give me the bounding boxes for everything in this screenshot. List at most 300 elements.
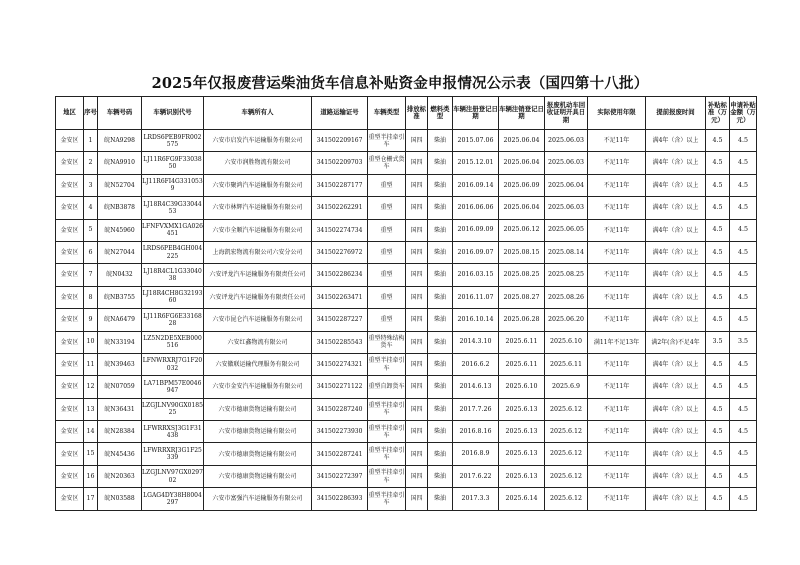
table-cell: LRDS6PEB9FR002575 [142,130,204,152]
column-header: 提前报废时间 [646,97,706,130]
table-cell: 满4年（含）以上 [646,421,706,443]
table-cell: 不足11年 [588,130,646,152]
column-header: 车辆所有人 [204,97,312,130]
table-cell: 国四 [406,465,428,487]
table-cell: 柴油 [428,443,453,465]
table-cell: 不足11年 [588,443,646,465]
table-cell: 341502274734 [312,219,368,241]
table-cell: 2025.6.10 [545,331,588,353]
table-cell: 重型半挂牵引车 [368,465,406,487]
table-cell: 4.5 [706,309,730,331]
table-cell: 柴油 [428,376,453,398]
table-cell: 重型 [368,174,406,196]
table-cell: 不足11年 [588,488,646,510]
table-cell: 341502285543 [312,331,368,353]
table-cell: 皖N07059 [98,376,142,398]
table-cell: 满4年（含）以上 [646,152,706,174]
table-cell: 2025.06.28 [499,309,545,331]
table-cell: 柴油 [428,197,453,219]
table-cell: 4.5 [706,421,730,443]
table-row [56,488,757,510]
table-cell: 2016.10.14 [453,309,499,331]
table-cell: 2016.6.2 [453,353,499,375]
table-cell: 金安区 [56,152,84,174]
column-header: 补贴标准（万元） [706,97,730,130]
table-cell: 柴油 [428,286,453,308]
table-cell: 满4年（含）以上 [646,376,706,398]
table-cell: 17 [84,488,98,510]
table-cell: LJ11R6FG9F3303850 [142,152,204,174]
table-cell: 4.5 [730,219,757,241]
table-row [56,421,757,443]
table-cell: 国四 [406,219,428,241]
table-cell: 5 [84,219,98,241]
table-cell: 金安区 [56,465,84,487]
table-cell: LGAG4DY38H8004297 [142,488,204,510]
table-cell: 皖N45436 [98,443,142,465]
table-cell: 皖N52704 [98,174,142,196]
column-header: 申请补贴金额（万元） [730,97,757,130]
table-cell: 11 [84,353,98,375]
table-row [56,152,757,174]
column-header: 序号 [84,97,98,130]
table-cell: 2016.09.14 [453,174,499,196]
table-cell: 4.5 [730,421,757,443]
table-row [56,465,757,487]
table-cell: 4.5 [730,286,757,308]
table-cell: 2025.08.26 [545,286,588,308]
table-cell: 4.5 [706,465,730,487]
table-cell: 柴油 [428,219,453,241]
table-cell: 341502287227 [312,309,368,331]
table-cell: 六安市德康货物运输有限公司 [204,421,312,443]
table-cell: 六安评龙汽车运输服务有限责任公司 [204,264,312,286]
table-cell: 4.5 [706,219,730,241]
table-cell: 柴油 [428,309,453,331]
table-cell: 不足11年 [588,174,646,196]
table-cell: 皖N36431 [98,398,142,420]
table-cell: 重型自卸货车 [368,376,406,398]
column-header: 车辆号码 [98,97,142,130]
table-cell: 国四 [406,398,428,420]
table-body [56,130,757,511]
table-cell: 2025.6.13 [499,421,545,443]
table-cell: 重型 [368,219,406,241]
table-cell: 341502263471 [312,286,368,308]
table-cell: 2025.06.04 [545,174,588,196]
table-cell: LZ5N2DE5XEB000516 [142,331,204,353]
table-cell: 六安市聚鸿汽车运输服务有限公司 [204,174,312,196]
table-cell: 六安市德康货物运输有限公司 [204,398,312,420]
table-cell: 2015.07.06 [453,130,499,152]
table-cell: 金安区 [56,286,84,308]
table-cell: 2017.3.3 [453,488,499,510]
table-cell: 3 [84,174,98,196]
table-row [56,241,757,263]
table-cell: LFNFVXMX1GA026451 [142,219,204,241]
table-cell: 金安区 [56,353,84,375]
table-row [56,197,757,219]
table-row [56,174,757,196]
table-cell: 重型半挂牵引车 [368,443,406,465]
table-cell: 金安区 [56,241,84,263]
table-cell: 重型半挂牵引车 [368,398,406,420]
table-cell: 2025.6.13 [499,443,545,465]
table-cell: 2025.06.12 [499,219,545,241]
table-cell: 2025.6.11 [499,331,545,353]
column-header: 报废机动车回收证明开具日期 [545,97,588,130]
table-cell: 六安市德康货物运输有限公司 [204,443,312,465]
table-cell: 2025.06.04 [499,130,545,152]
table-cell: 满4年（含）以上 [646,219,706,241]
table-cell: 341502287241 [312,443,368,465]
table-cell: 不足11年 [588,421,646,443]
table-cell: 金安区 [56,219,84,241]
table-cell: 4.5 [706,398,730,420]
column-header: 燃料类型 [428,97,453,130]
table-cell: 1 [84,130,98,152]
table-cell: 2016.03.15 [453,264,499,286]
table-cell: 金安区 [56,331,84,353]
table-cell: 341502209167 [312,130,368,152]
table-cell: LRDS6PEB4GH004225 [142,241,204,263]
table-cell: 4.5 [706,197,730,219]
table-cell: 2016.11.07 [453,286,499,308]
table-cell: 重型 [368,241,406,263]
table-cell: 2025.6.10 [499,376,545,398]
table-cell: 不足11年 [588,309,646,331]
table-cell: 2025.08.25 [545,264,588,286]
table-cell: 金安区 [56,421,84,443]
table-cell: 4.5 [706,130,730,152]
table-row [56,353,757,375]
table-cell: 2025.08.25 [499,264,545,286]
table-cell: 重型仓栅式货车 [368,152,406,174]
column-header: 车辆注销登记日期 [499,97,545,130]
table-cell: 金安区 [56,376,84,398]
table-cell: 柴油 [428,488,453,510]
table-cell: 国四 [406,264,428,286]
table-cell: LA71BPM57E0046947 [142,376,204,398]
table-cell: 六安评龙汽车运输服务有限责任公司 [204,286,312,308]
table-cell: 满4年（含）以上 [646,309,706,331]
subsidy-table [55,96,757,511]
table-cell: 柴油 [428,465,453,487]
table-cell: 满4年（含）以上 [646,398,706,420]
table-cell: 2015.12.01 [453,152,499,174]
table-cell: 13 [84,398,98,420]
table-cell: 2014.6.13 [453,376,499,398]
table-cell: 满4年（含）以上 [646,197,706,219]
table-cell: 国四 [406,130,428,152]
table-cell: 341502274321 [312,353,368,375]
table-cell: 不足11年 [588,376,646,398]
table-cell: 六安红鑫物流有限公司 [204,331,312,353]
table-cell: 满4年（含）以上 [646,130,706,152]
column-header: 排放标准 [406,97,428,130]
table-cell: 2025.6.9 [545,376,588,398]
table-cell: 不足11年 [588,398,646,420]
table-cell: 满11年不足13年 [588,331,646,353]
table-cell: 皖N45960 [98,219,142,241]
table-cell: 国四 [406,152,428,174]
table-cell: 满4年（含）以上 [646,465,706,487]
table-cell: 重型 [368,286,406,308]
table-cell: LFWRRXSJ3G1F31438 [142,421,204,443]
table-cell: 金安区 [56,309,84,331]
table-cell: 2025.6.14 [499,488,545,510]
table-cell: 4.5 [706,488,730,510]
table-cell: 柴油 [428,353,453,375]
column-header: 车辆类型 [368,97,406,130]
table-cell: 重型 [368,309,406,331]
table-row [56,130,757,152]
table-cell: 重型 [368,264,406,286]
table-cell: 4.5 [706,353,730,375]
table-cell: LJ11R6FI4G3310539 [142,174,204,196]
table-cell: 2025.08.27 [499,286,545,308]
table-cell: 重型特殊结构货车 [368,331,406,353]
table-cell: 不足11年 [588,197,646,219]
table-cell: 2025.08.14 [545,241,588,263]
table-cell: 金安区 [56,264,84,286]
column-header: 车辆识别代号 [142,97,204,130]
table-cell: 2025.6.12 [545,465,588,487]
column-header: 道路运输证号 [312,97,368,130]
table-cell: 341502287240 [312,398,368,420]
table-cell: 341502271122 [312,376,368,398]
table-cell: 重型半挂牵引车 [368,353,406,375]
header-row [56,97,757,130]
table-cell: 4.5 [706,152,730,174]
table-cell: 不足11年 [588,264,646,286]
table-cell: 4.5 [730,398,757,420]
table-cell: 341502276972 [312,241,368,263]
table-cell: 六安市富强汽车运输服务有限公司 [204,488,312,510]
table-cell: 2016.09.09 [453,219,499,241]
table-cell: 皖N0432 [98,264,142,286]
table-cell: 4.5 [730,241,757,263]
table-cell: 金安区 [56,197,84,219]
table-row [56,264,757,286]
table-cell: 4.5 [706,174,730,196]
table-cell: 金安区 [56,174,84,196]
table-cell: 六安市德康货物运输有限公司 [204,465,312,487]
table-cell: 14 [84,421,98,443]
table-cell: 不足11年 [588,353,646,375]
table-cell: 4.5 [730,465,757,487]
table-cell: 六安市启发汽车运输服务有限公司 [204,130,312,152]
table-cell: 341502286234 [312,264,368,286]
table-cell: 国四 [406,286,428,308]
table-cell: 不足11年 [588,241,646,263]
table-cell: 皖N27044 [98,241,142,263]
table-cell: 4.5 [706,264,730,286]
table-cell: 不足11年 [588,286,646,308]
table-cell: 柴油 [428,264,453,286]
table-cell: 六安市全顺汽车运输服务有限公司 [204,219,312,241]
table-cell: 2016.09.07 [453,241,499,263]
table-cell: 2016.8.16 [453,421,499,443]
table-cell: 4.5 [706,443,730,465]
table-cell: 2025.6.11 [499,353,545,375]
table-cell: 国四 [406,443,428,465]
table-row [56,309,757,331]
table-cell: 2025.6.11 [545,353,588,375]
table-row [56,331,757,353]
table-cell: 六安市润胜物流有限公司 [204,152,312,174]
table-cell: 2025.6.12 [545,421,588,443]
table-cell: 皖NA6479 [98,309,142,331]
table-cell: 4.5 [706,241,730,263]
table-cell: LZGJLNV97GX029702 [142,465,204,487]
table-cell: LJ18R4CH8G3219360 [142,286,204,308]
table-row [56,443,757,465]
table-cell: 皖N28384 [98,421,142,443]
table-cell: 国四 [406,309,428,331]
table-cell: 2025.6.12 [545,488,588,510]
table-cell: 4.5 [730,130,757,152]
table-cell: 2025.6.12 [545,443,588,465]
table-cell: 3.5 [730,331,757,353]
table-cell: 满4年（含）以上 [646,353,706,375]
table-cell: 不足11年 [588,152,646,174]
table-cell: 重型半挂牵引车 [368,130,406,152]
table-row [56,398,757,420]
table-cell: 6 [84,241,98,263]
table-cell: 皖N33194 [98,331,142,353]
table-cell: 10 [84,331,98,353]
table-cell: 国四 [406,421,428,443]
table-cell: 国四 [406,488,428,510]
page-title: 2025年仅报废营运柴油货车信息补贴资金申报情况公示表（国四第十八批） [151,75,649,92]
table-cell: 341502286393 [312,488,368,510]
column-header: 地区 [56,97,84,130]
table-cell: 柴油 [428,130,453,152]
table-cell: 4.5 [730,443,757,465]
table-cell: 满2年(含)不足4年 [646,331,706,353]
table-cell: 2025.06.03 [545,130,588,152]
table-cell: 国四 [406,331,428,353]
table-row [56,219,757,241]
table-cell: 7 [84,264,98,286]
column-header: 实际使用年限 [588,97,646,130]
table-cell: 2016.06.06 [453,197,499,219]
table-cell: 皖NA9298 [98,130,142,152]
table-cell: 341502272397 [312,465,368,487]
table-cell: 341502262291 [312,197,368,219]
table-cell: 8 [84,286,98,308]
table-cell: 4.5 [706,286,730,308]
table-cell: 金安区 [56,130,84,152]
table-cell: 4.5 [730,376,757,398]
table-cell: 国四 [406,376,428,398]
table-cell: 国四 [406,241,428,263]
table-cell: 4.5 [706,376,730,398]
table-cell: 重型半挂牵引车 [368,421,406,443]
table-cell: 皖NA9910 [98,152,142,174]
table-cell: 341502287177 [312,174,368,196]
table-cell: 341502273930 [312,421,368,443]
table-cell: 2017.6.22 [453,465,499,487]
table-cell: 4.5 [730,488,757,510]
table-cell: 15 [84,443,98,465]
table-cell: 4.5 [730,152,757,174]
table-cell: 2025.06.20 [545,309,588,331]
table-cell: 满4年（含）以上 [646,488,706,510]
table-cell: 满4年（含）以上 [646,241,706,263]
table-cell: 柴油 [428,152,453,174]
table-cell: 4.5 [730,309,757,331]
table-row [56,286,757,308]
table-cell: 六安市昆仑汽车运输服务有限公司 [204,309,312,331]
table-cell: LFWRRXRJ3G1F25339 [142,443,204,465]
table-cell: 4.5 [730,197,757,219]
table-cell: 金安区 [56,488,84,510]
table-cell: 2025.6.13 [499,398,545,420]
table-row [56,376,757,398]
table-cell: 满4年（含）以上 [646,174,706,196]
table-cell: 柴油 [428,241,453,263]
table-cell: 4.5 [730,264,757,286]
table-cell: 柴油 [428,331,453,353]
table-cell: 重型半挂牵引车 [368,488,406,510]
table-cell: 柴油 [428,398,453,420]
table-cell: 皖NB3755 [98,286,142,308]
table-cell: 12 [84,376,98,398]
table-cell: 满4年（含）以上 [646,286,706,308]
table-cell: 4 [84,197,98,219]
table-cell: 皖NB3878 [98,197,142,219]
table-cell: LJ18R4CL1G3304038 [142,264,204,286]
table-cell: 2025.08.15 [499,241,545,263]
table-cell: 重型 [368,197,406,219]
column-header: 车辆注册登记日期 [453,97,499,130]
table-cell: 不足11年 [588,465,646,487]
table-cell: 2025.06.04 [499,152,545,174]
table-cell: LJ11R6FG6E3316828 [142,309,204,331]
table-cell: 2025.06.04 [499,197,545,219]
table-cell: 4.5 [730,353,757,375]
table-cell: 满4年（含）以上 [646,443,706,465]
table-cell: 2025.6.13 [499,465,545,487]
table-cell: 国四 [406,174,428,196]
table-cell: 4.5 [730,174,757,196]
table-cell: 2025.06.03 [545,197,588,219]
table-cell: 满4年（含）以上 [646,264,706,286]
table-cell: 2 [84,152,98,174]
table-cell: LFNWRXRJ7G1F20032 [142,353,204,375]
table-cell: 3.5 [706,331,730,353]
table-cell: 六安徽联运输代理服务有限公司 [204,353,312,375]
table-cell: 341502209703 [312,152,368,174]
table-cell: 金安区 [56,443,84,465]
table-cell: LJ18R4C39G3304453 [142,197,204,219]
table-cell: 国四 [406,197,428,219]
table-cell: 2025.06.09 [499,174,545,196]
table-cell: 不足11年 [588,219,646,241]
table-cell: 2016.8.9 [453,443,499,465]
table-cell: 上海凯宏物流有限公司六安分公司 [204,241,312,263]
table-cell: 金安区 [56,398,84,420]
table-cell: 2014.3.10 [453,331,499,353]
table-cell: 16 [84,465,98,487]
table-cell: 国四 [406,353,428,375]
table-cell: 皖N20363 [98,465,142,487]
table-cell: 六安市林辉汽车运输服务有限公司 [204,197,312,219]
table-cell: 2017.7.26 [453,398,499,420]
table-cell: 柴油 [428,174,453,196]
